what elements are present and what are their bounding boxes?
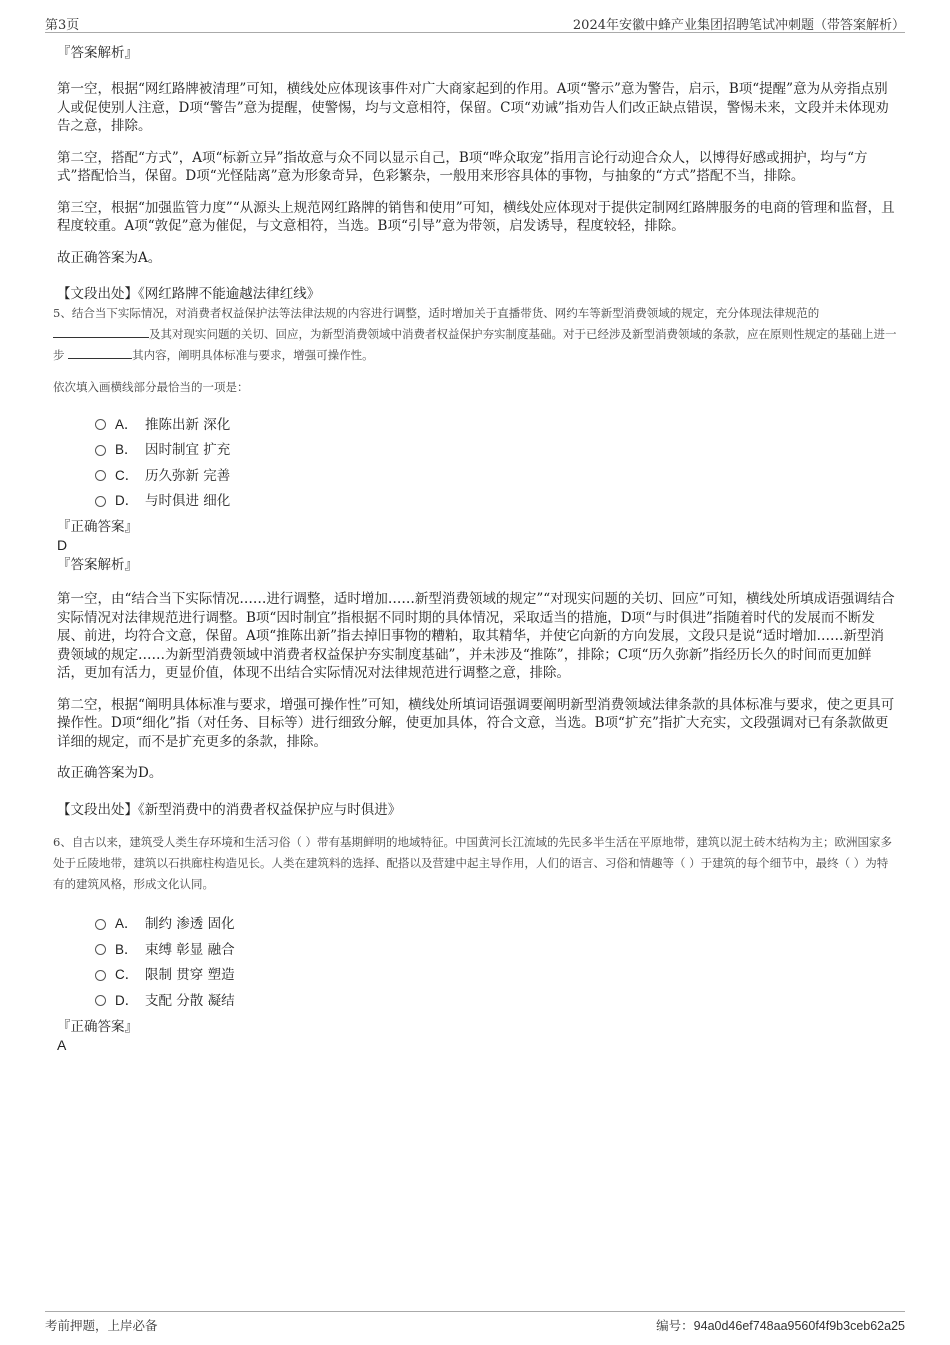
option-b[interactable]: B． 束缚 彰显 融合 bbox=[95, 935, 897, 961]
radio-icon[interactable] bbox=[95, 470, 106, 481]
page-number: 第3页 bbox=[45, 18, 80, 33]
radio-icon[interactable] bbox=[95, 919, 106, 930]
radio-icon[interactable] bbox=[95, 496, 106, 507]
radio-icon[interactable] bbox=[95, 445, 106, 456]
analysis-paragraph: 第一空，由“结合当下实际情况……进行调整，适时增加……新型消费领域的规定”“对现实问题的关切、回应”可知，横线处所填成语强调结合实际情况对法律规范进行调整。B项“因时制宜”指根据不同时期的具体情况，采取适当的措施，D项“与时俱进”指随着时代的发展而不断发展、前进，均符合文意，保留。A项“推陈出新”指去掉旧事物的糟粕，取其精华，并使它向新的方向发展，文段只是说“适时增加……新型消费领域的规定……为新型消费领域中消费者权益保护夯实制度基础”，并未涉及“推陈”，排除；C项“历久弥新”指经历长久的时间而更加鲜活，更加有活力，更显价值，体现不出结合实际情况对法律规范进行调整之意，排除。 bbox=[57, 591, 895, 681]
option-c[interactable]: C． 限制 贯穿 塑造 bbox=[95, 961, 897, 987]
analysis-tag: 『答案解析』 bbox=[57, 45, 138, 61]
fill-blank bbox=[68, 347, 132, 359]
page-footer bbox=[45, 1311, 905, 1334]
source-citation: 【文段出处】《新型消费中的消费者权益保护应与时俱进》 bbox=[57, 801, 402, 818]
question-6-text: 6、自古以来，建筑受人类生存环境和生活习俗（ ）带有基期鲜明的地域特征。中国黄河长江流域的先民多半生活在平原地带，建筑以泥土砖木结构为主；欧洲国家多处于丘陵地带，建筑以石拱廊柱构造见长。人类在建筑料的选择、配搭以及营建中起主导作用，人们的语言、习俗和情趣等（ ）于建筑的每个细节中，最终（ ）为特有的建筑风格，形成文化认同。 bbox=[53, 834, 892, 891]
footer-slogan: 考前押题，上岸必备 bbox=[45, 1318, 158, 1333]
radio-icon[interactable] bbox=[95, 995, 106, 1006]
correct-answer: A bbox=[57, 1036, 67, 1053]
question-5-text: 5、结合当下实际情况，对消费者权益保护法等法律法规的内容进行调整，适时增加关于直播带货、网约车等新型消费领域的规定，充分体现法律规范的 及其对现实问题的关切、回应，为新型消费领域中消费者权益保护夯实制度基础。对于已经涉及新型消费领域的条款，应在原则性规定的基础上进一步 其内容，阐明具体标准与要求，增强可操作性。 bbox=[53, 306, 897, 362]
option-d[interactable]: D． 与时俱进 细化 bbox=[95, 487, 897, 513]
option-d[interactable]: D． 支配 分散 凝结 bbox=[95, 986, 897, 1012]
option-c[interactable]: C． 历久弥新 完善 bbox=[95, 461, 897, 487]
correct-answer-tag: 『正确答案』 bbox=[57, 519, 138, 535]
option-b[interactable]: B． 因时制宜 扩充 bbox=[95, 436, 897, 462]
analysis-paragraph: 第二空，搭配“方式”，A项“标新立异”指故意与众不同以显示自己，B项“哗众取宠”指用言论行动迎合众人，以博得好感或拥护，均与“方式”搭配恰当，保留。D项“光怪陆离”意为形象奇异，色彩繁杂，一般用来形容具体的事物，与抽象的“方式”搭配不当，排除。 bbox=[57, 149, 868, 184]
correct-answer-tag: 『正确答案』 bbox=[57, 1018, 138, 1035]
correct-answer: D bbox=[57, 537, 68, 553]
document-title: 2024年安徽中蜂产业集团招聘笔试冲刺题（带答案解析） bbox=[572, 18, 905, 33]
document-body bbox=[53, 44, 897, 1054]
question-5-options bbox=[95, 410, 897, 512]
question-instruction: 依次填入画横线部分最恰当的一项是： bbox=[53, 380, 249, 394]
fill-blank bbox=[53, 326, 149, 338]
analysis-paragraph: 第三空，根据“加强监管力度”“从源头上规范网红路牌的销售和使用”可知，横线处应体现对于提供定制网红路牌服务的电商的管理和监督，且程度较重。A项“敦促”意为催促，与文意相符，当选。B项“引导”意为带领，启发诱导，程度较轻，排除。 bbox=[57, 199, 895, 234]
radio-icon[interactable] bbox=[95, 419, 106, 430]
page-header bbox=[45, 12, 905, 33]
radio-icon[interactable] bbox=[95, 944, 106, 955]
analysis-tag: 『答案解析』 bbox=[57, 557, 138, 573]
document-id: 编号：94a0d46ef748aa9560f4f9b3ceb62a25 bbox=[656, 1318, 905, 1333]
source-citation: 【文段出处】《网红路牌不能逾越法律红线》 bbox=[57, 286, 321, 302]
analysis-conclusion: 故正确答案为A。 bbox=[57, 249, 162, 266]
analysis-conclusion: 故正确答案为D。 bbox=[57, 765, 163, 781]
option-a[interactable]: A． 制约 渗透 固化 bbox=[95, 910, 897, 936]
radio-icon[interactable] bbox=[95, 970, 106, 981]
option-a[interactable]: A． 推陈出新 深化 bbox=[95, 410, 897, 436]
question-6-options bbox=[95, 910, 897, 1012]
analysis-paragraph: 第一空，根据“网红路牌被清理”可知，横线处应体现该事件对广大商家起到的作用。A项“警示”意为警告，启示，B项“提醒”意为从旁指点别人或促使别人注意，D项“警告”意为提醒，使警惕，均与文意相符，保留。C项“劝诫”指劝告人们改正缺点错误，警惕未来，文段并未体现劝告之意，排除。 bbox=[57, 81, 889, 134]
analysis-paragraph: 第二空，根据“阐明具体标准与要求，增强可操作性”可知，横线处所填词语强调要阐明新型消费领域法律条款的具体标准与要求，使之更具可操作性。D项“细化”指（对任务、目标等）进行细致分解，使更加具体，符合文意，当选。B项“扩充”指扩大充实，文段强调对已有条款做更详细的规定，而不是扩充更多的条款，排除。 bbox=[57, 696, 895, 750]
